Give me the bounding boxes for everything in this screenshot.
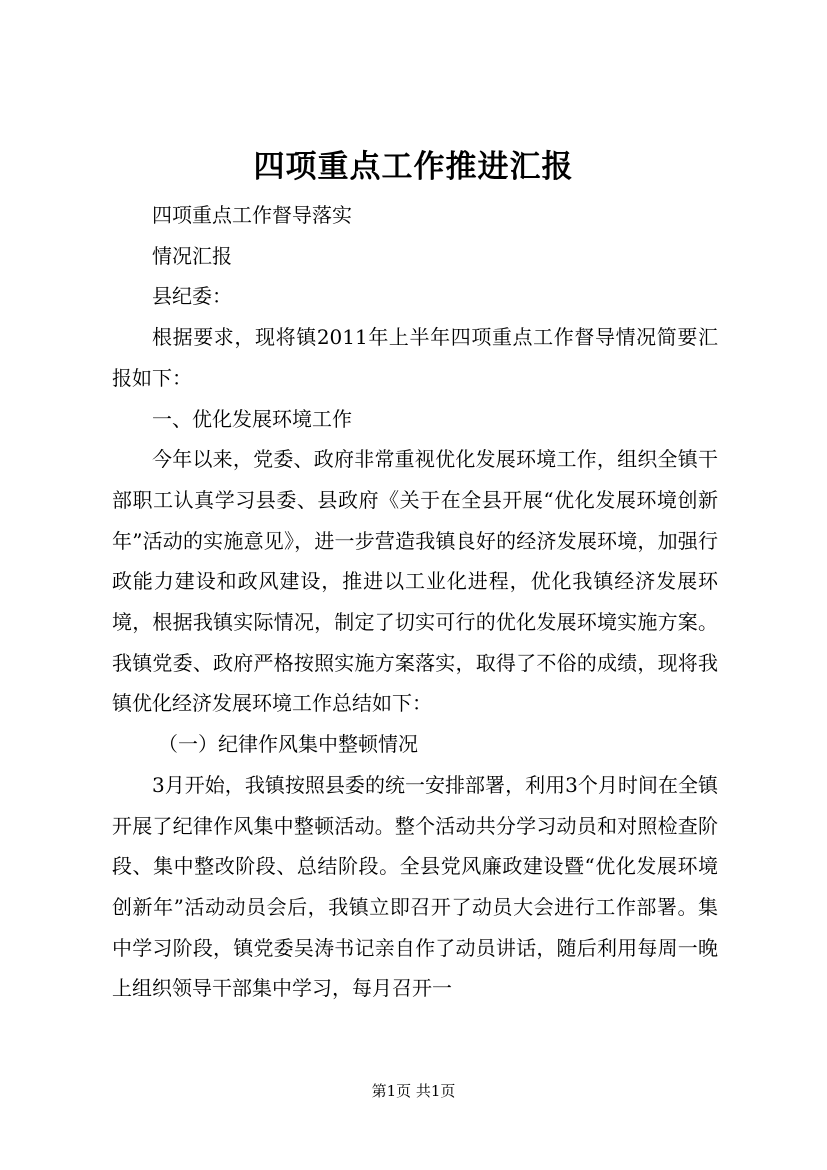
section-heading-1: 一、优化发展环境工作 <box>152 406 352 431</box>
paragraph-subtitle-2: 情况汇报 <box>152 243 232 268</box>
subsection-heading-1: （一）纪律作风集中整顿情况 <box>158 732 418 757</box>
page-footer: 第1页 共1页 <box>371 1082 456 1100</box>
paragraph-intro: 根据要求，现将镇2011年上半年四项重点工作督导情况简要汇报如下： <box>112 325 718 390</box>
paragraph-subtitle-1: 四项重点工作督导落实 <box>152 203 352 227</box>
paragraph-subsection-1: 3月开始，我镇按照县委的统一安排部署，利用3个月时间在全镇开展了纪律作风集中整顿活动。整个活动共分学习动员和对照检查阶段、集中整改阶段、总结阶段。全县党风廉政建设暨“优化发展环境创新年”活动动员会后，我镇立即召开了动员大会进行工作部署。集中学习阶段，镇党委吴涛书记亲自作了动员讲话，随后利用每周一晚上组织领导干部集中学习，每月召开一 <box>112 772 718 1001</box>
document-title: 四项重点工作推进汇报 <box>253 149 574 185</box>
document-body <box>112 195 718 1009</box>
paragraph-section-1: 今年以来，党委、政府非常重视优化发展环境工作，组织全镇干部职工认真学习县委、县政府《关于在全县开展“优化发展环境创新年”活动的实施意见》，进一步营造我镇良好的经济发展环境，加强行政能力建设和政风建设，推进以工业化进程，优化我镇经济发展环境，根据我镇实际情况，制定了切实可行的优化发展环境实施方案。我镇党委、政府严格按照实施方案落实，取得了不俗的成绩，现将我镇优化经济发展环境工作总结如下： <box>112 447 718 716</box>
paragraph-addressee: 县纪委： <box>152 284 232 309</box>
